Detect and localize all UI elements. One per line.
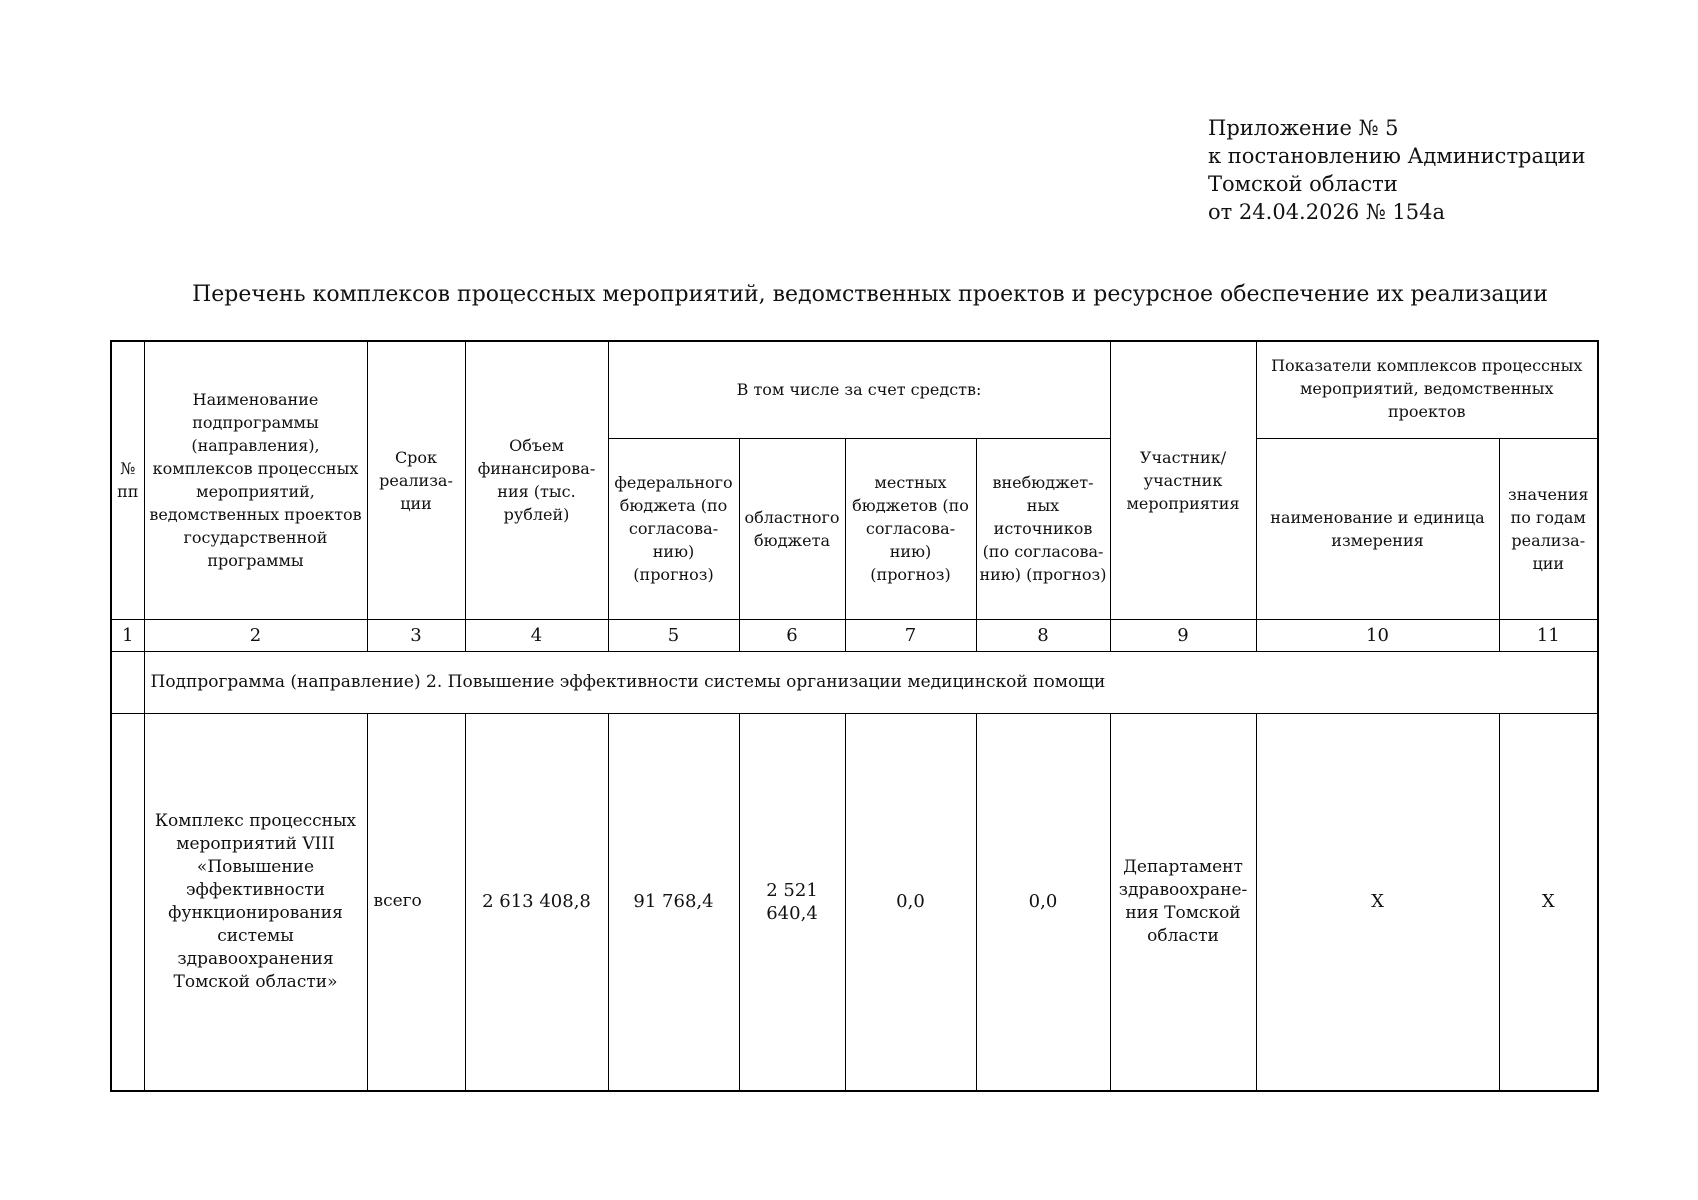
header-participant: Участник/ участник мероприятия: [1110, 341, 1256, 619]
header-local: местных бюджетов (по согласова-нию) (прогноз): [845, 438, 976, 619]
column-number: 2: [144, 619, 367, 651]
header-indicator-name: наименование и единица измерения: [1256, 438, 1499, 619]
column-number: 7: [845, 619, 976, 651]
row-num: [111, 713, 144, 1091]
column-number: 10: [1256, 619, 1499, 651]
appendix-line: Томской области: [1208, 172, 1398, 196]
appendix-line: Приложение № 5: [1208, 116, 1399, 140]
row-federal: 91 768,4: [608, 713, 739, 1091]
column-number: 8: [976, 619, 1110, 651]
header-regional: областного бюджета: [739, 438, 845, 619]
subprogram-title: Подпрограмма (направление) 2. Повышение эффективности системы организации медицинской помощи: [144, 651, 1598, 713]
header-indicator-values: значения по годам реализа-ции: [1499, 438, 1598, 619]
column-number: 11: [1499, 619, 1598, 651]
header-extra: внебюджет-ных источников (по согласова-нию) (прогноз): [976, 438, 1110, 619]
header-including: В том числе за счет средств:: [608, 341, 1110, 438]
column-number-row: [111, 619, 1598, 651]
column-number: 1: [111, 619, 144, 651]
row-indicator-values: Х: [1499, 713, 1598, 1091]
column-number: 3: [367, 619, 465, 651]
row-regional: 2 521 640,4: [739, 713, 845, 1091]
row-indicator-name: Х: [1256, 713, 1499, 1091]
row-name: Комплекс процессных мероприятий VIII «Повышение эффективности функционирования системы здравоохранения Томской области»: [144, 713, 367, 1091]
row-volume: 2 613 408,8: [465, 713, 608, 1091]
subprogram-row: [111, 651, 1598, 713]
appendix-line: от 24.04.2026 № 154а: [1208, 200, 1445, 224]
header-term: Срок реализа-ции: [367, 341, 465, 619]
column-number: 4: [465, 619, 608, 651]
column-number: 5: [608, 619, 739, 651]
header-indicators: Показатели комплексов процессных мероприятий, ведомственных проектов: [1256, 341, 1598, 438]
header-federal: федерального бюджета (по согласова-нию) (прогноз): [608, 438, 739, 619]
table-row: [111, 713, 1598, 1091]
header-name: Наименование подпрограммы (направления), комплексов процессных мероприятий, ведомственных проектов государственной программы: [144, 341, 367, 619]
row-local: 0,0: [845, 713, 976, 1091]
appendix-line: к постановлению Администрации: [1208, 144, 1586, 168]
appendix-block: [1208, 114, 1586, 226]
row-extra: 0,0: [976, 713, 1110, 1091]
column-number: 9: [1110, 619, 1256, 651]
subprogram-num-cell: [111, 651, 144, 713]
document-title: Перечень комплексов процессных мероприятий, ведомственных проектов и ресурсное обеспечение их реализации: [192, 282, 1548, 307]
header-volume: Объем финансирова-ния (тыс. рублей): [465, 341, 608, 619]
header-num: № пп: [111, 341, 144, 619]
program-table: [110, 340, 1599, 1092]
row-participant: Департамент здравоохране-ния Томской области: [1110, 713, 1256, 1091]
row-term: всего: [367, 713, 465, 1091]
column-number: 6: [739, 619, 845, 651]
